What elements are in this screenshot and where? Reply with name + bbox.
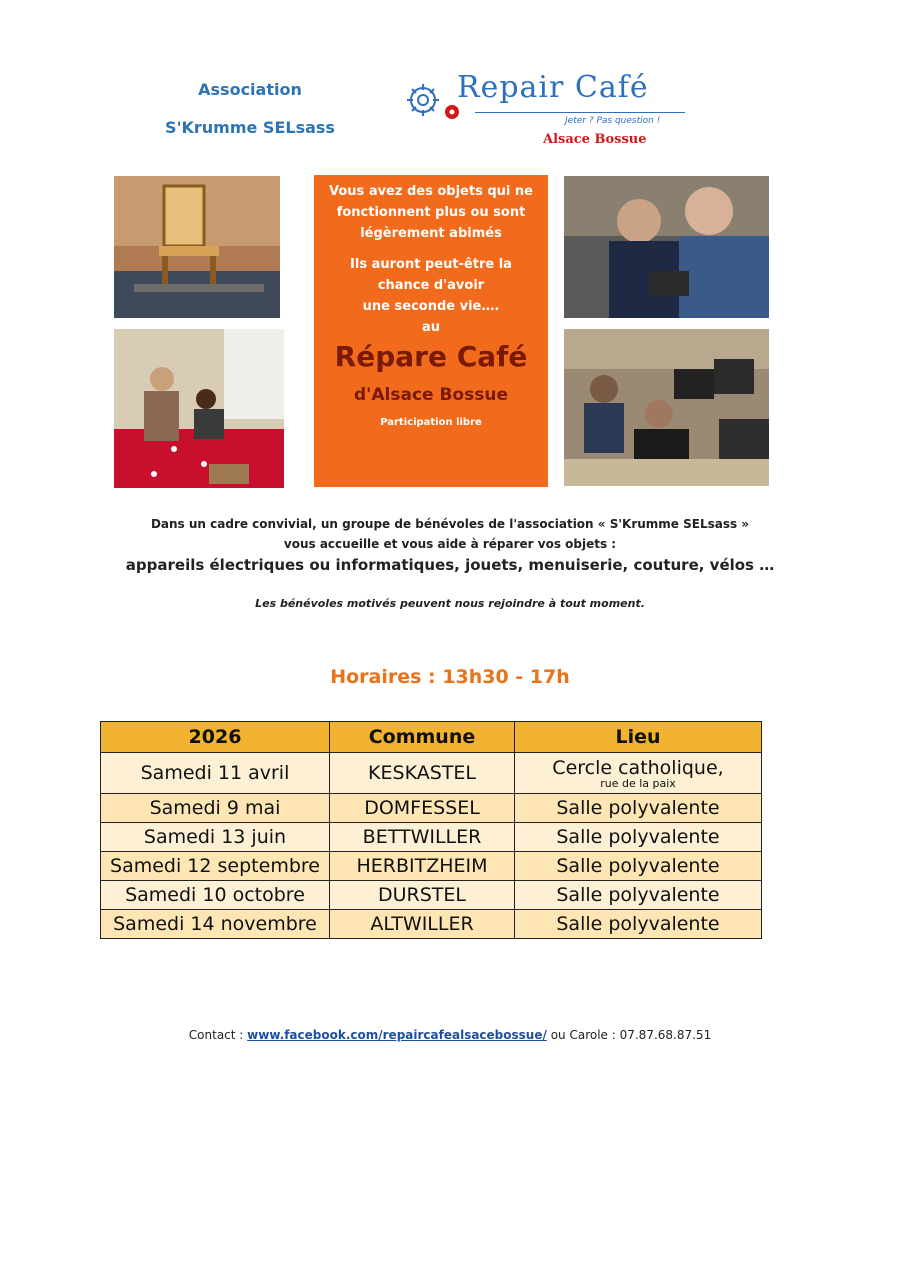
- column-header-lieu: Lieu: [515, 722, 762, 753]
- contact-line: [60, 1028, 840, 1042]
- row-lieu: Salle polyvalente: [515, 881, 762, 910]
- panel-line: chance d'avoir: [377, 278, 485, 293]
- table-row: [101, 823, 762, 852]
- row-commune: HERBITZHEIM: [330, 852, 515, 881]
- contact-label: Contact :: [188, 1028, 244, 1042]
- row-lieu: Salle polyvalente: [515, 794, 762, 823]
- logo-title: Repair Café: [457, 70, 649, 105]
- row-lieu: Cercle catholique,: [552, 756, 724, 779]
- opening-hours: Horaires : 13h30 - 17h: [330, 666, 570, 688]
- row-commune: ALTWILLER: [330, 910, 515, 939]
- column-header-year: 2026: [101, 722, 330, 753]
- panel-subtitle: d'Alsace Bossue: [354, 385, 508, 405]
- logo-tagline: Jeter ? Pas question !: [565, 116, 661, 126]
- panel-line: Ils auront peut-être la: [350, 257, 512, 272]
- row-lieu: Salle polyvalente: [515, 852, 762, 881]
- facebook-link[interactable]: www.facebook.com/repaircafealsacebossue/: [247, 1028, 547, 1042]
- row-lieu-address: rue de la paix: [600, 776, 676, 790]
- logo-region: Alsace Bossue: [543, 132, 647, 147]
- contact-phone: ou Carole : 07.87.68.87.51: [550, 1028, 712, 1042]
- repair-cafe-logo: [395, 72, 695, 152]
- row-date: Samedi 10 octobre: [101, 881, 330, 910]
- panel-line: légèrement abimés: [360, 226, 502, 241]
- row-commune: DURSTEL: [330, 881, 515, 910]
- table-row: [101, 753, 762, 794]
- panel-line: au: [421, 320, 441, 335]
- association-name: S'Krumme SELsass: [165, 118, 335, 137]
- table-row: [101, 881, 762, 910]
- table-row: [101, 852, 762, 881]
- panel-title: Répare Café: [334, 340, 528, 373]
- row-lieu: Salle polyvalente: [515, 823, 762, 852]
- repair-categories: appareils électriques ou informatiques, jouets, menuiserie, couture, vélos …: [125, 556, 775, 574]
- row-date: Samedi 9 mai: [101, 794, 330, 823]
- row-date: Samedi 11 avril: [101, 753, 330, 794]
- intro-text: vous accueille et vous aide à réparer vos objets :: [283, 537, 617, 551]
- gear-icon: [395, 78, 465, 128]
- photo-sewing: [114, 329, 284, 488]
- intro-text: Dans un cadre convivial, un groupe de bénévoles de l'association « S'Krumme SELsass »: [150, 517, 750, 531]
- photo-computer-repair: [564, 329, 769, 486]
- row-commune: DOMFESSEL: [330, 794, 515, 823]
- panel-note: Participation libre: [380, 417, 482, 428]
- row-date: Samedi 12 septembre: [101, 852, 330, 881]
- volunteers-note: Les bénévoles motivés peuvent nous rejoindre à tout moment.: [255, 597, 645, 610]
- column-header-commune: Commune: [330, 722, 515, 753]
- schedule-table: [100, 721, 762, 939]
- logo-divider: [475, 112, 685, 113]
- photo-electronics-repair: [564, 176, 769, 318]
- row-commune: KESKASTEL: [330, 753, 515, 794]
- row-date: Samedi 14 novembre: [101, 910, 330, 939]
- row-date: Samedi 13 juin: [101, 823, 330, 852]
- panel-line: Vous avez des objets qui ne: [329, 184, 533, 199]
- table-row: [101, 794, 762, 823]
- row-commune: BETTWILLER: [330, 823, 515, 852]
- row-lieu-cell: [515, 753, 762, 794]
- panel-line: une seconde vie….: [362, 299, 500, 314]
- photo-chair-repair: [114, 176, 280, 318]
- table-row: [101, 910, 762, 939]
- association-label: Association: [198, 80, 302, 99]
- promo-panel: [314, 175, 548, 487]
- row-lieu: Salle polyvalente: [515, 910, 762, 939]
- table-header-row: [101, 722, 762, 753]
- panel-line: fonctionnent plus ou sont: [336, 205, 526, 220]
